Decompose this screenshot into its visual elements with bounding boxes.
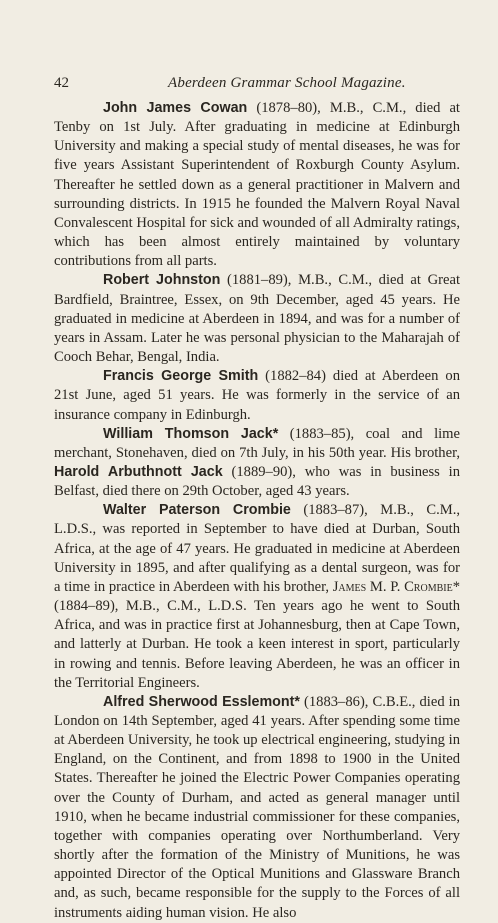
entry-name: Robert Johnston [103, 272, 221, 289]
entry-cowan [54, 99, 460, 271]
entry-text: (1883–85), coal and lime merchant, Stonehaven, died on 7th July, in his 50th year. His brother, [54, 425, 461, 461]
entry-text: (1883–86), C.B.E., died in London on 14th September, aged 41 years. After spending some time at Aberdeen University, he took up electrical engineering, studying in England, on the Continent, and from 1898 to 1900 in the United States. Thereafter he joined the Electric Power Companies operating over the County of Durham, and acted as general manager until 1910, when he became industrial commissioner for these companies, together with companies operating over Northumberland. Very shortly after the formation of the Ministry of Munitions, he was appointed Director of the Optical Munitions and Glassware Branch and, as such, became responsible for the supply to the Forces of all instruments aiding human vision. He also [54, 693, 460, 921]
entry-name: Walter Paterson Crombie [103, 502, 291, 519]
entry-text: (1882–84) died at Aberdeen on 21st June, aged 51 years. He was formerly in the service of an insurance company in Edinburgh. [54, 368, 460, 423]
page-number: 42 [54, 75, 69, 91]
entry-smith [54, 367, 460, 424]
entry-name: Francis George Smith [103, 368, 259, 385]
entry-text: (1878–80), M.B., C.M., died at Tenby on 1st July. After graduating in medicine at Edinburgh University and making a special study of mental diseases, he was for five years Assistant Superintendent of Roxburgh County Asylum. Thereafter he settled down as a general practitioner in Malvern and surrounding districts. In 1915 he founded the Malvern Royal Naval Convalescent Hospital for sick and wounded of all Admiralty ratings, which has been almost entirely maintained by voluntary contributions from all parts. [54, 100, 460, 270]
entry-esslemont [54, 693, 460, 923]
entry-text-continued: (1889–90), who was in business in Belfast, died there on 29th October, aged 43 years. [54, 463, 460, 500]
entry-text-continued: (1884–89), M.B., C.M., L.D.S. Ten years ago he went to South Africa, and was in practice first at Johannesburg, then at Cape Town, and latterly at Durban. He took a keen interest in sport, particularly in rowing and tennis. Before leaving Aberdeen, he was an officer in the Territorial Engineers. [54, 598, 460, 691]
entry-text: (1881–89), M.B., C.M., died at Great Bardfield, Braintree, Essex, on 9th December, aged 45 years. He graduated in medicine at Aberdeen in 1894, and was for a number of years in Assam. Later he was personal physician to the Maharajah of Cooch Behar, Bengal, India. [54, 272, 460, 366]
entry-jack [54, 425, 460, 502]
entry-name: John James Cowan [103, 100, 248, 116]
entry-johnston [54, 271, 460, 367]
entry-name: Alfred Sherwood Esslemont* [103, 693, 300, 710]
journal-title: Aberdeen Grammar School Magazine. [168, 75, 406, 91]
entry-name: William Thomson Jack* [103, 425, 279, 442]
entry-name-secondary: Harold Arbuthnott Jack [54, 463, 223, 480]
entry-crombie [54, 501, 460, 693]
entry-text: (1883–87), M.B., C.M., L.D.S., was reported in September to have died at Durban, South Africa, at the age of 47 years. He graduated in medicine at Aberdeen University in 1895, and after qualifying as a dental surgeon, was for a time in practice in Aberdeen with his brother, [54, 502, 461, 595]
entry-name-smallcaps: James M. P. Crombie* [332, 578, 460, 595]
obituary-list [54, 99, 460, 923]
